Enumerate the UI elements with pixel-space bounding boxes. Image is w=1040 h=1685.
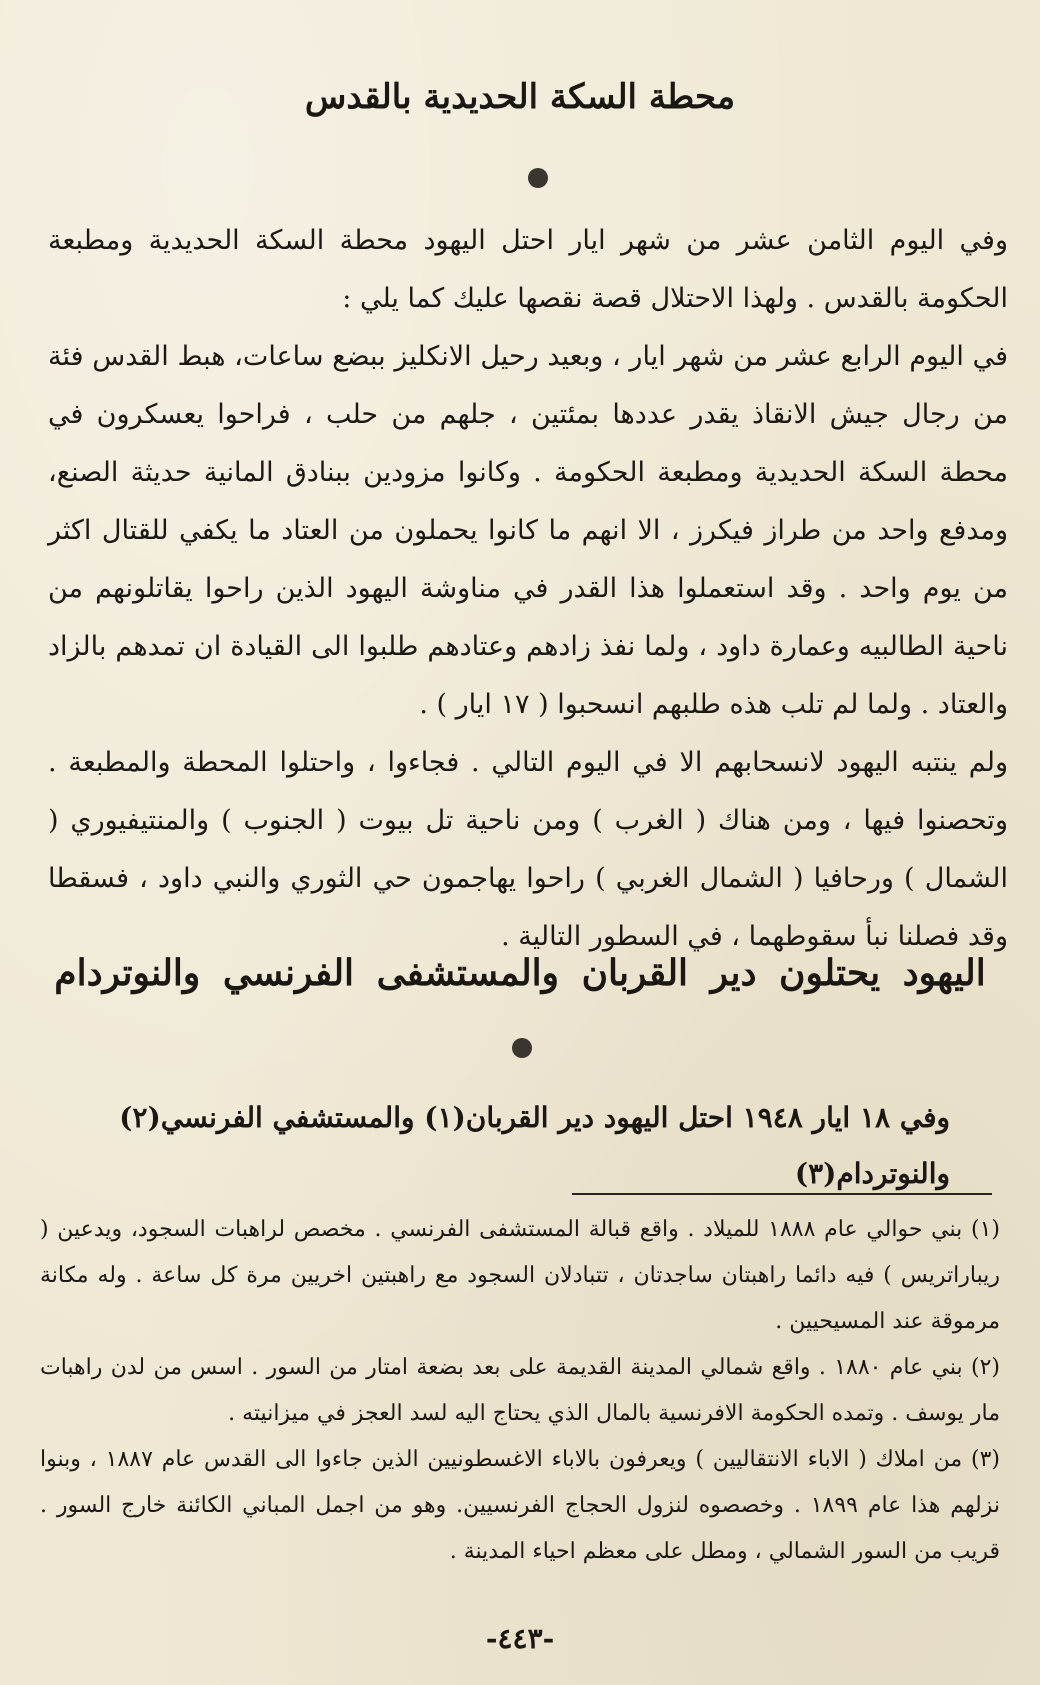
paragraph-2: في اليوم الرابع عشر من شهر ايار ، وبعيد رحيل الانكليز ببضع ساعات، هبط القدس فئة من رجال جيش الانقاذ يقدر عددها بمئتين ، جلهم من حلب ، فراحوا يعسكرون في محطة السكة الحديدية ومطبعة الحكومة . وكانوا مزودين ببنادق المانية حديثة الصنع، ومدفع واحد من طراز فيكرز ، الا انهم ما كانوا يحملون من العتاد ما يكفي للقتال اكثر من يوم واحد . وقد استعملوا هذا القدر في مناوشة اليهود الذين راحوا يقاتلونهم من ناحية الطالبيه وعمارة داود ، ولما نفذ زادهم وعتادهم طلبوا الى القيادة ان تمدهم بالزاد والعتاد . ولما لم تلب هذه طلبهم انسحبوا ( ١٧ ايار ) . <box>48 341 1008 720</box>
footnote-2: (٢) بني عام ١٨٨٠ . واقع شمالي المدينة القديمة على بعد بضعة امتار من السور . اسس من لدن راهبات مار يوسف . وتمده الحكومة الافرنسية بالمال الذي يحتاج اليه لسد العجز في ميزانيته . <box>40 1355 1000 1426</box>
footnotes <box>40 1207 1000 1575</box>
footnote-3: (٣) من املاك ( الاباء الانتقاليين ) ويعرفون بالاباء الاغسطونيين الذين جاءوا الى القدس عام ١٨٨٧ ، وبنوا نزلهم هذا عام ١٨٩٩ . وخصصوه لنزول الحجاج الفرنسيين. وهو من اجمل المباني الكائنة خارج السور . قريب من السور الشمالي ، ومطل على معظم احياء المدينة . <box>40 1447 1000 1564</box>
paragraph-1: وفي اليوم الثامن عشر من شهر ايار احتل اليهود محطة السكة الحديدية ومطبعة الحكومة بالقدس . ولهذا الاحتلال قصة نقصها عليك كما يلي : <box>48 225 1008 314</box>
paragraph-3: ولم ينتبه اليهود لانسحابهم الا في اليوم التالي . فجاءوا ، واحتلوا المحطة والمطبعة . وتحصنوا فيها ، ومن هناك ( الغرب ) ومن ناحية تل بيوت ( الجنوب ) والمنتيفيوري ( الشمال ) ورحافيا ( الشمال الغربي ) راحوا يهاجمون حي الثوري والنبي داود ، فسقطا وقد فصلنا نبأ سقوطهما ، في السطور التالية . <box>48 747 1008 952</box>
section-divider-dot <box>512 1038 532 1058</box>
footnote-1: (١) بني حوالي عام ١٨٨٨ للميلاد . واقع قبالة المستشفى الفرنسي . مخصص لراهبات السجود، ويدعين ( ريباراتريس ) فيه دائما راهبتان ساجدتان ، تتبادلان السجود مع راهبتين اخريين مرة كل ساعة . وله مكانة مرموقة عند المسيحيين . <box>40 1217 1000 1334</box>
page-number: -٤٤٣- <box>485 1622 555 1655</box>
footnote-separator <box>572 1193 992 1195</box>
section-heading: اليهود يحتلون دير القربان والمستشفى الفرنسي والنوتردام <box>54 952 986 994</box>
event-line: وفي ١٨ ايار ١٩٤٨ احتل اليهود دير القربان(١) والمستشفي الفرنسي(٢) والنوتردام(٣) <box>119 1101 950 1190</box>
main-body <box>48 212 1008 966</box>
section-divider-dot <box>528 168 548 188</box>
page-heading: محطة السكة الحديدية بالقدس <box>304 77 736 117</box>
